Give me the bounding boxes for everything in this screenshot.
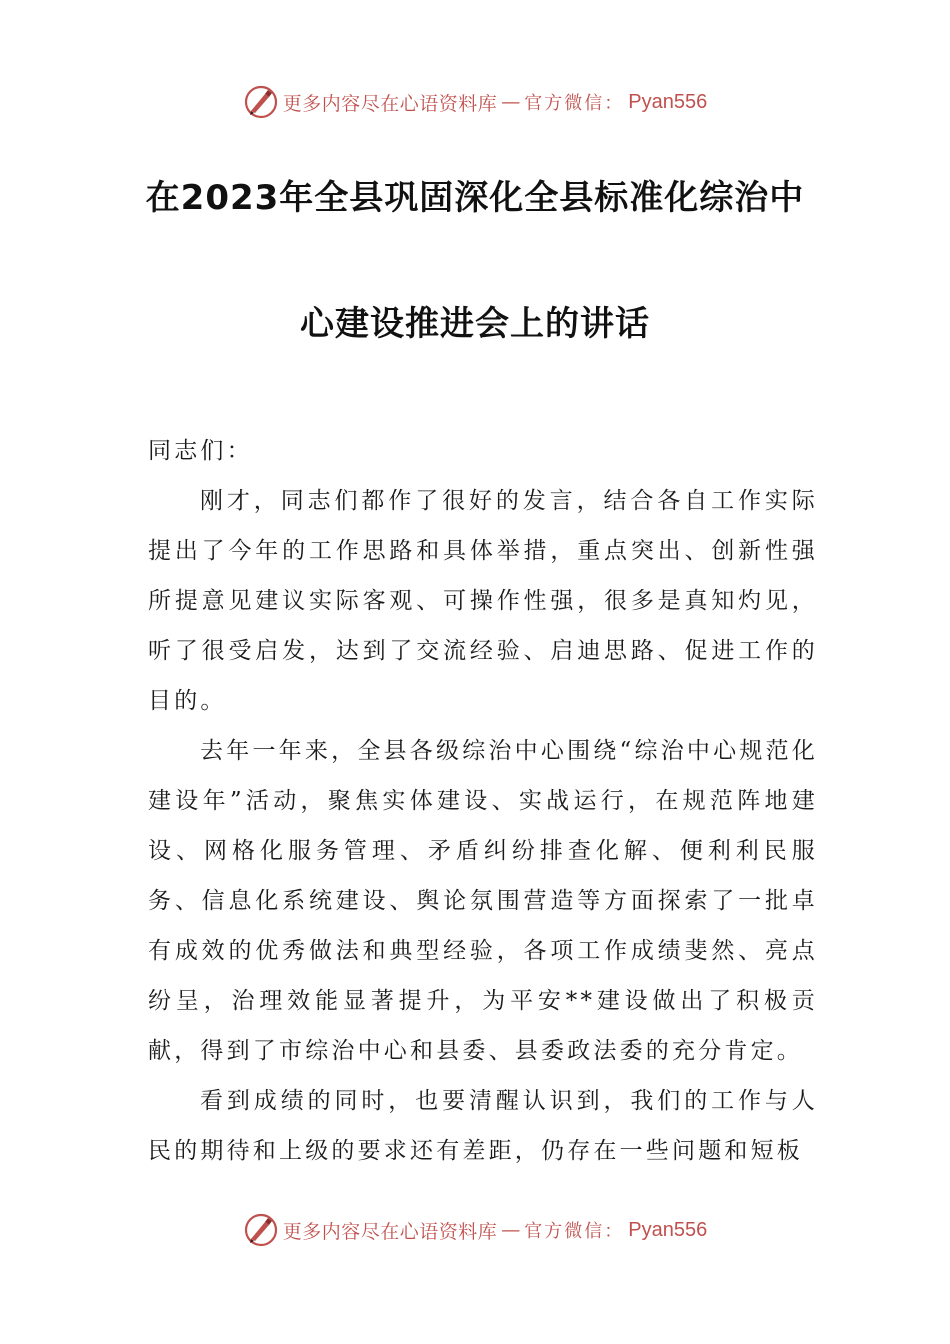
paragraph: 刚才，同志们都作了很好的发言，结合各自工作实际提出了今年的工作思路和具体举措，重点突出、创新性强所提意见建议实际客观、可操作性强，很多是真知灼见，听了很受启发，达到了交流经验、启迪思路、促进工作的目的。	[148, 488, 818, 714]
watermark-wechat-id: Pyan556	[628, 90, 708, 113]
footer-watermark	[0, 1208, 950, 1252]
paragraph: 看到成绩的同时，也要清醒认识到，我们的工作与人民的期待和上级的要求还有差距，仍存在一些问题和短板	[148, 1088, 818, 1164]
watermark-dash: —	[501, 1219, 521, 1241]
salutation: 同志们：	[148, 438, 253, 464]
watermark-site-text: 更多内容尽在心语资料库	[282, 92, 498, 115]
watermark-label: 官方微信：	[524, 93, 625, 114]
watermark-site-text: 更多内容尽在心语资料库	[282, 1220, 498, 1243]
header-watermark	[0, 80, 950, 124]
watermark-wechat-id: Pyan556	[628, 1218, 708, 1241]
watermark-dash: —	[501, 91, 521, 113]
document-title-line-1: 在2023年全县巩固深化全县标准化综治中	[145, 178, 805, 218]
pen-logo-icon	[243, 1212, 279, 1248]
document-body	[148, 426, 818, 1176]
document-title-line-2: 心建设推进会上的讲话	[300, 304, 650, 344]
paragraph: 去年一年来，全县各级综治中心围绕“综治中心规范化建设年”活动，聚焦实体建设、实战运行，在规范阵地建设、网格化服务管理、矛盾纠纷排查化解、便利利民服务、信息化系统建设、舆论氛围营造等方面探索了一批卓有成效的优秀做法和典型经验，各项工作成绩斐然、亮点纷呈，治理效能显著提升，为平安**建设做出了积极贡献，得到了市综治中心和县委、县委政法委的充分肯定。	[148, 738, 818, 1064]
watermark-label: 官方微信：	[524, 1221, 625, 1242]
pen-logo-icon	[243, 84, 279, 120]
